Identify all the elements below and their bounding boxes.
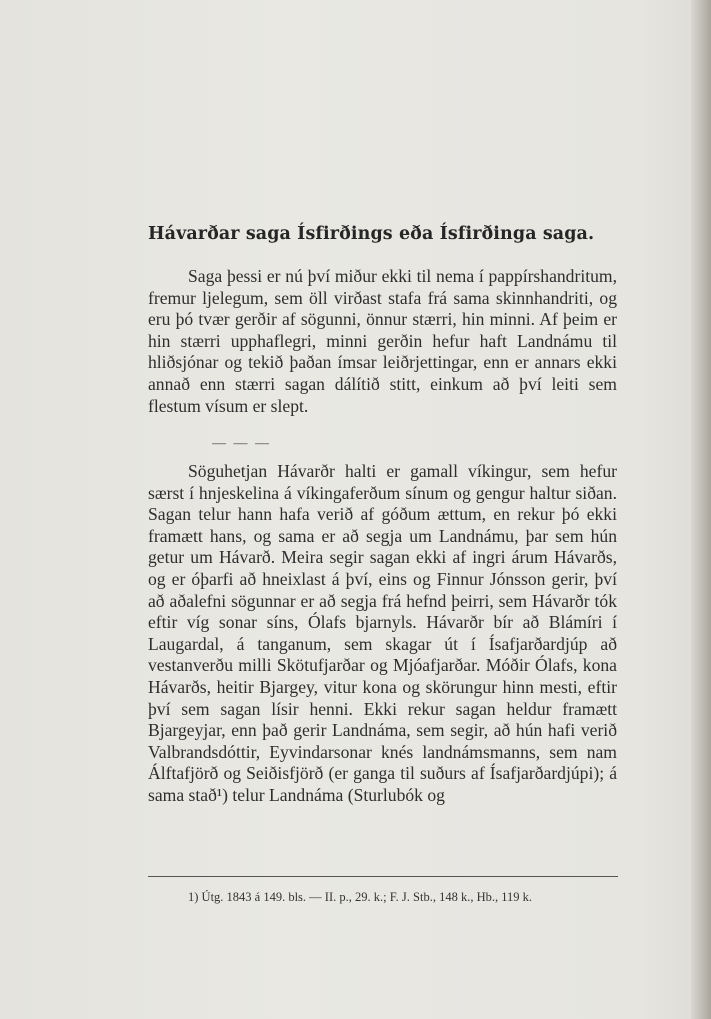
paragraph-intro xyxy=(148,266,617,417)
paragraph-hero-text: Söguhetjan Hávarðr halti er gamall víkingur, sem hefur særst í hnjeskelina á víkingaferðum sínum og gengur haltur siðan. Sagan telur hann hafa verið af góðum ættum, en rekur þó ekki framætt hans, og sama er að segja um Landnámu, þar sem hún getur um Hávarð. Meira segir sagan ekki af ingri árum Hávarðs, og er óþarfi að hneixlast á því, eins og Finnur Jónsson gerir, því að aðalefni sögunnar er að segja frá hefnd þeirri, sem Hávarðr tók eftir víg sonar síns, Ólafs bjarnyls. Hávarðr bír að Blámíri í Laugardal, á tanganum, sem skagar út í Ísafjarðardjúp að vestanverðu milli Skötufjarðar og Mjóafjarðar. Móðir Ólafs, kona Hávarðs, heitir Bjargey, vitur kona og skörungur hinn mesti, eftir því sem sagan lísir henni. Ekki rekur sagan heldur framætt Bjargeyjar, enn það gerir Landnáma, sem segir, að hún hafi verið Valbrandsdóttir, Eyvindarsonar knés landnámsmanns, sem nam Álftafjörð og Seiðisfjörð (er ganga til suðurs af Ísafjarðardjúpi); á sama stað¹) telur Landnáma (Sturlubók og xyxy=(148,461,617,805)
footnote: 1) Útg. 1843 á 149. bls. — II. p., 29. k.; F. J. Stb., 148 k., Hb., 119 k. xyxy=(188,890,533,904)
paragraph-intro-text: Saga þessi er nú því miður ekki til nema í pappírshandritum, fremur ljelegum, sem öll virðast stafa frá sama skinnhandriti, og eru þó tvær gerðir af sögunni, önnur stærri, hin minni. Af þeim er hin stærri upphaflegri, minni gerðin hefur haft Landnámu til hliðsjónar og tekið þaðan ímsar leiðrjettingar, enn er annars ekki annað enn stærri sagan dálítið stitt, einkum að því leiti sem flestum vísum er slept. xyxy=(148,266,617,416)
section-separator: — — — xyxy=(212,436,271,451)
chapter-title: Hávarðar saga Ísfirðings eða Ísfirðinga saga. xyxy=(148,224,595,244)
paragraph-hero xyxy=(148,461,617,807)
footnote-divider xyxy=(148,876,618,877)
book-spine-shadow xyxy=(691,0,711,1019)
